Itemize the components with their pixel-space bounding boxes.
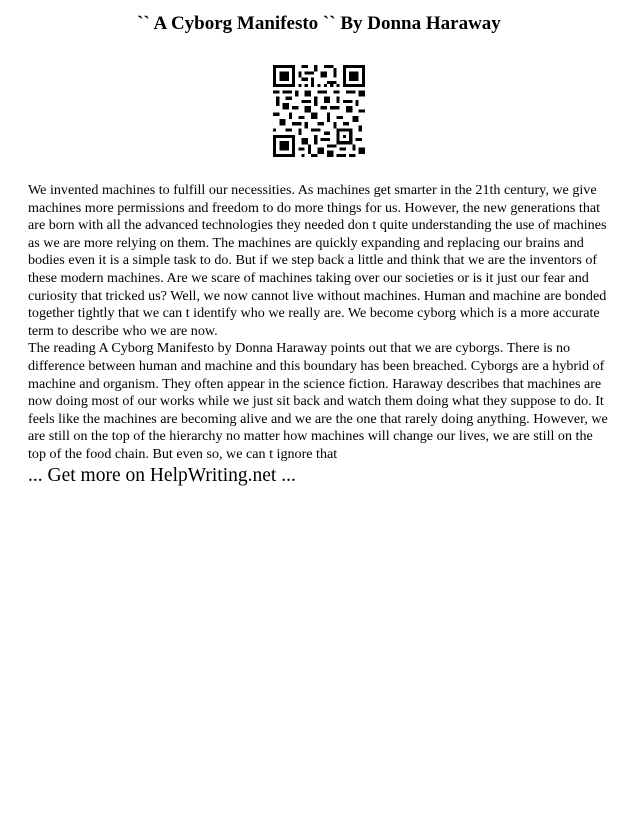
qr-code-icon [273,65,365,157]
article-body [28,182,614,464]
paragraph-reading: The reading A Cyborg Manifesto by Donna Haraway points out that we are cyborgs. There is no difference between human and machine and this boundary has been breached. Cyborgs are a hybrid of machine and organism. They often appear in the science fiction. Haraway describes that machines are now doing most of our works while we just sit back and watch them doing what they suppose to do. It feels like the machines are becoming alive and we are the one that rarely doing anything. However, we are still on the top of the hierarchy no matter how machines will change our lives, we are still on the top of the food chain. But even so, we can t ignore that [28,340,608,462]
paragraph-intro: We invented machines to fulfill our necessities. As machines get smarter in the 21th century, we give machines more permissions and freedom to do more things for us. However, the new generations that are born with all the advanced technologies they needed don t quite understanding the use of machines as we are more relying on them. The machines are quickly expanding and replacing our brains and bodies even it is a simple task to do. But if we step back a little and think that we are the inventors of these modern machines. Are we scare of machines taking over our societies or is it just our fear and curiosity that tricked us? Well, we now cannot live without machines. Human and machine are bonded together tightly that we can t identify who we really are. We become cyborg which is a more accurate term to describe who we are now. [28,182,607,339]
page-title: `` A Cyborg Manifesto `` By Donna Haraway [137,13,501,34]
get-more-link[interactable]: ... Get more on HelpWriting.net ... [28,465,296,486]
